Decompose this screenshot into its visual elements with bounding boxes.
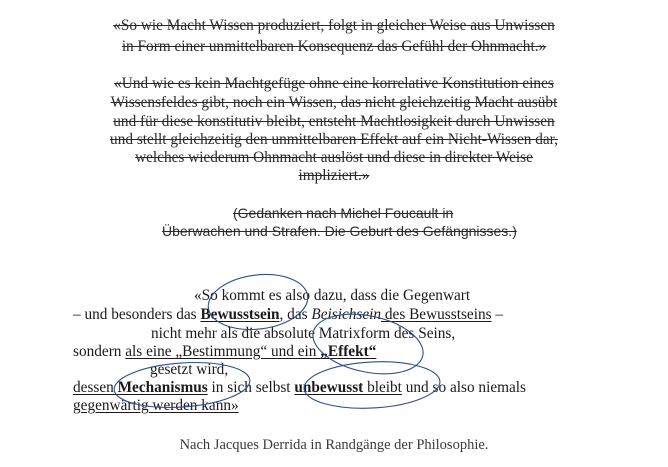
derrida-line2-a: – und besonders das bbox=[73, 306, 201, 323]
derrida-line6-a: dessen bbox=[73, 379, 118, 396]
derrida-line4 bbox=[73, 342, 376, 361]
citation-line1: (Gedanken nach Michel Foucault in bbox=[233, 205, 454, 221]
derrida-line2-e: des Bewusstseins bbox=[381, 306, 492, 323]
derrida-line5: gesetzt wird, bbox=[150, 361, 229, 378]
quote2-line5: welches wiederum Ohnmacht auslöst und diese in direkter Weise bbox=[135, 149, 533, 166]
quote2-line3: und für diese konstitutiv bleibt, entsteht Machtlosigkeit durch Unwissen bbox=[113, 113, 555, 130]
derrida-line6-f: und so also niemals bbox=[401, 379, 527, 396]
quote1-line2: in Form einer unmittelbaren Konsequenz das Gefühl der Ohnmacht.» bbox=[121, 38, 547, 55]
quote2-line1: «Und wie es kein Machtgefüge ohne eine korrelative Konstitution eines bbox=[114, 75, 554, 92]
derrida-line6 bbox=[73, 378, 526, 397]
derrida-line2 bbox=[73, 305, 503, 324]
quote1-line1: «So wie Macht Wissen produziert, folgt in gleicher Weise aus Unwissen bbox=[113, 17, 555, 34]
derrida-line4-a: sondern bbox=[73, 343, 126, 360]
derrida-line1: «So kommt es also dazu, dass die Gegenwart bbox=[194, 287, 471, 304]
derrida-line3: nicht mehr als die absolute Matrixform des Seins, bbox=[151, 325, 456, 342]
quote2-line2: Wissensfeldes gibt, noch ein Wissen, das nicht gleichzeitig Macht ausübt bbox=[110, 94, 558, 111]
term-bewusstsein: Bewusstsein bbox=[200, 306, 280, 323]
derrida-line2-c: , das bbox=[279, 306, 312, 323]
derrida-line6-e: bleibt bbox=[363, 379, 402, 396]
quote2-line4: und stellt gleichzeitig den unmittelbaren Effekt auf ein Nicht-Wissen dar, bbox=[110, 131, 558, 148]
citation-line2: Überwachen und Strafen. Die Geburt des Gefängnisses.) bbox=[162, 223, 517, 239]
derrida-line4-b: als eine „Bestimmung“ und ein bbox=[125, 343, 321, 360]
quote2-line6: impliziert.» bbox=[298, 167, 370, 184]
derrida-attribution: Nach Jacques Derrida in Randgänge der Philosophie. bbox=[179, 437, 489, 453]
derrida-line2-f: – bbox=[491, 306, 504, 323]
term-unbewusst: unbewusst bbox=[294, 379, 364, 396]
term-mechanismus: Mechanismus bbox=[117, 379, 208, 396]
term-effekt: „Effekt“ bbox=[320, 343, 377, 360]
derrida-line7: gegenwärtig werden kann» bbox=[73, 397, 239, 414]
term-beisichsein: Beisichsein bbox=[311, 306, 382, 323]
derrida-line6-c: in sich selbst bbox=[207, 379, 295, 396]
